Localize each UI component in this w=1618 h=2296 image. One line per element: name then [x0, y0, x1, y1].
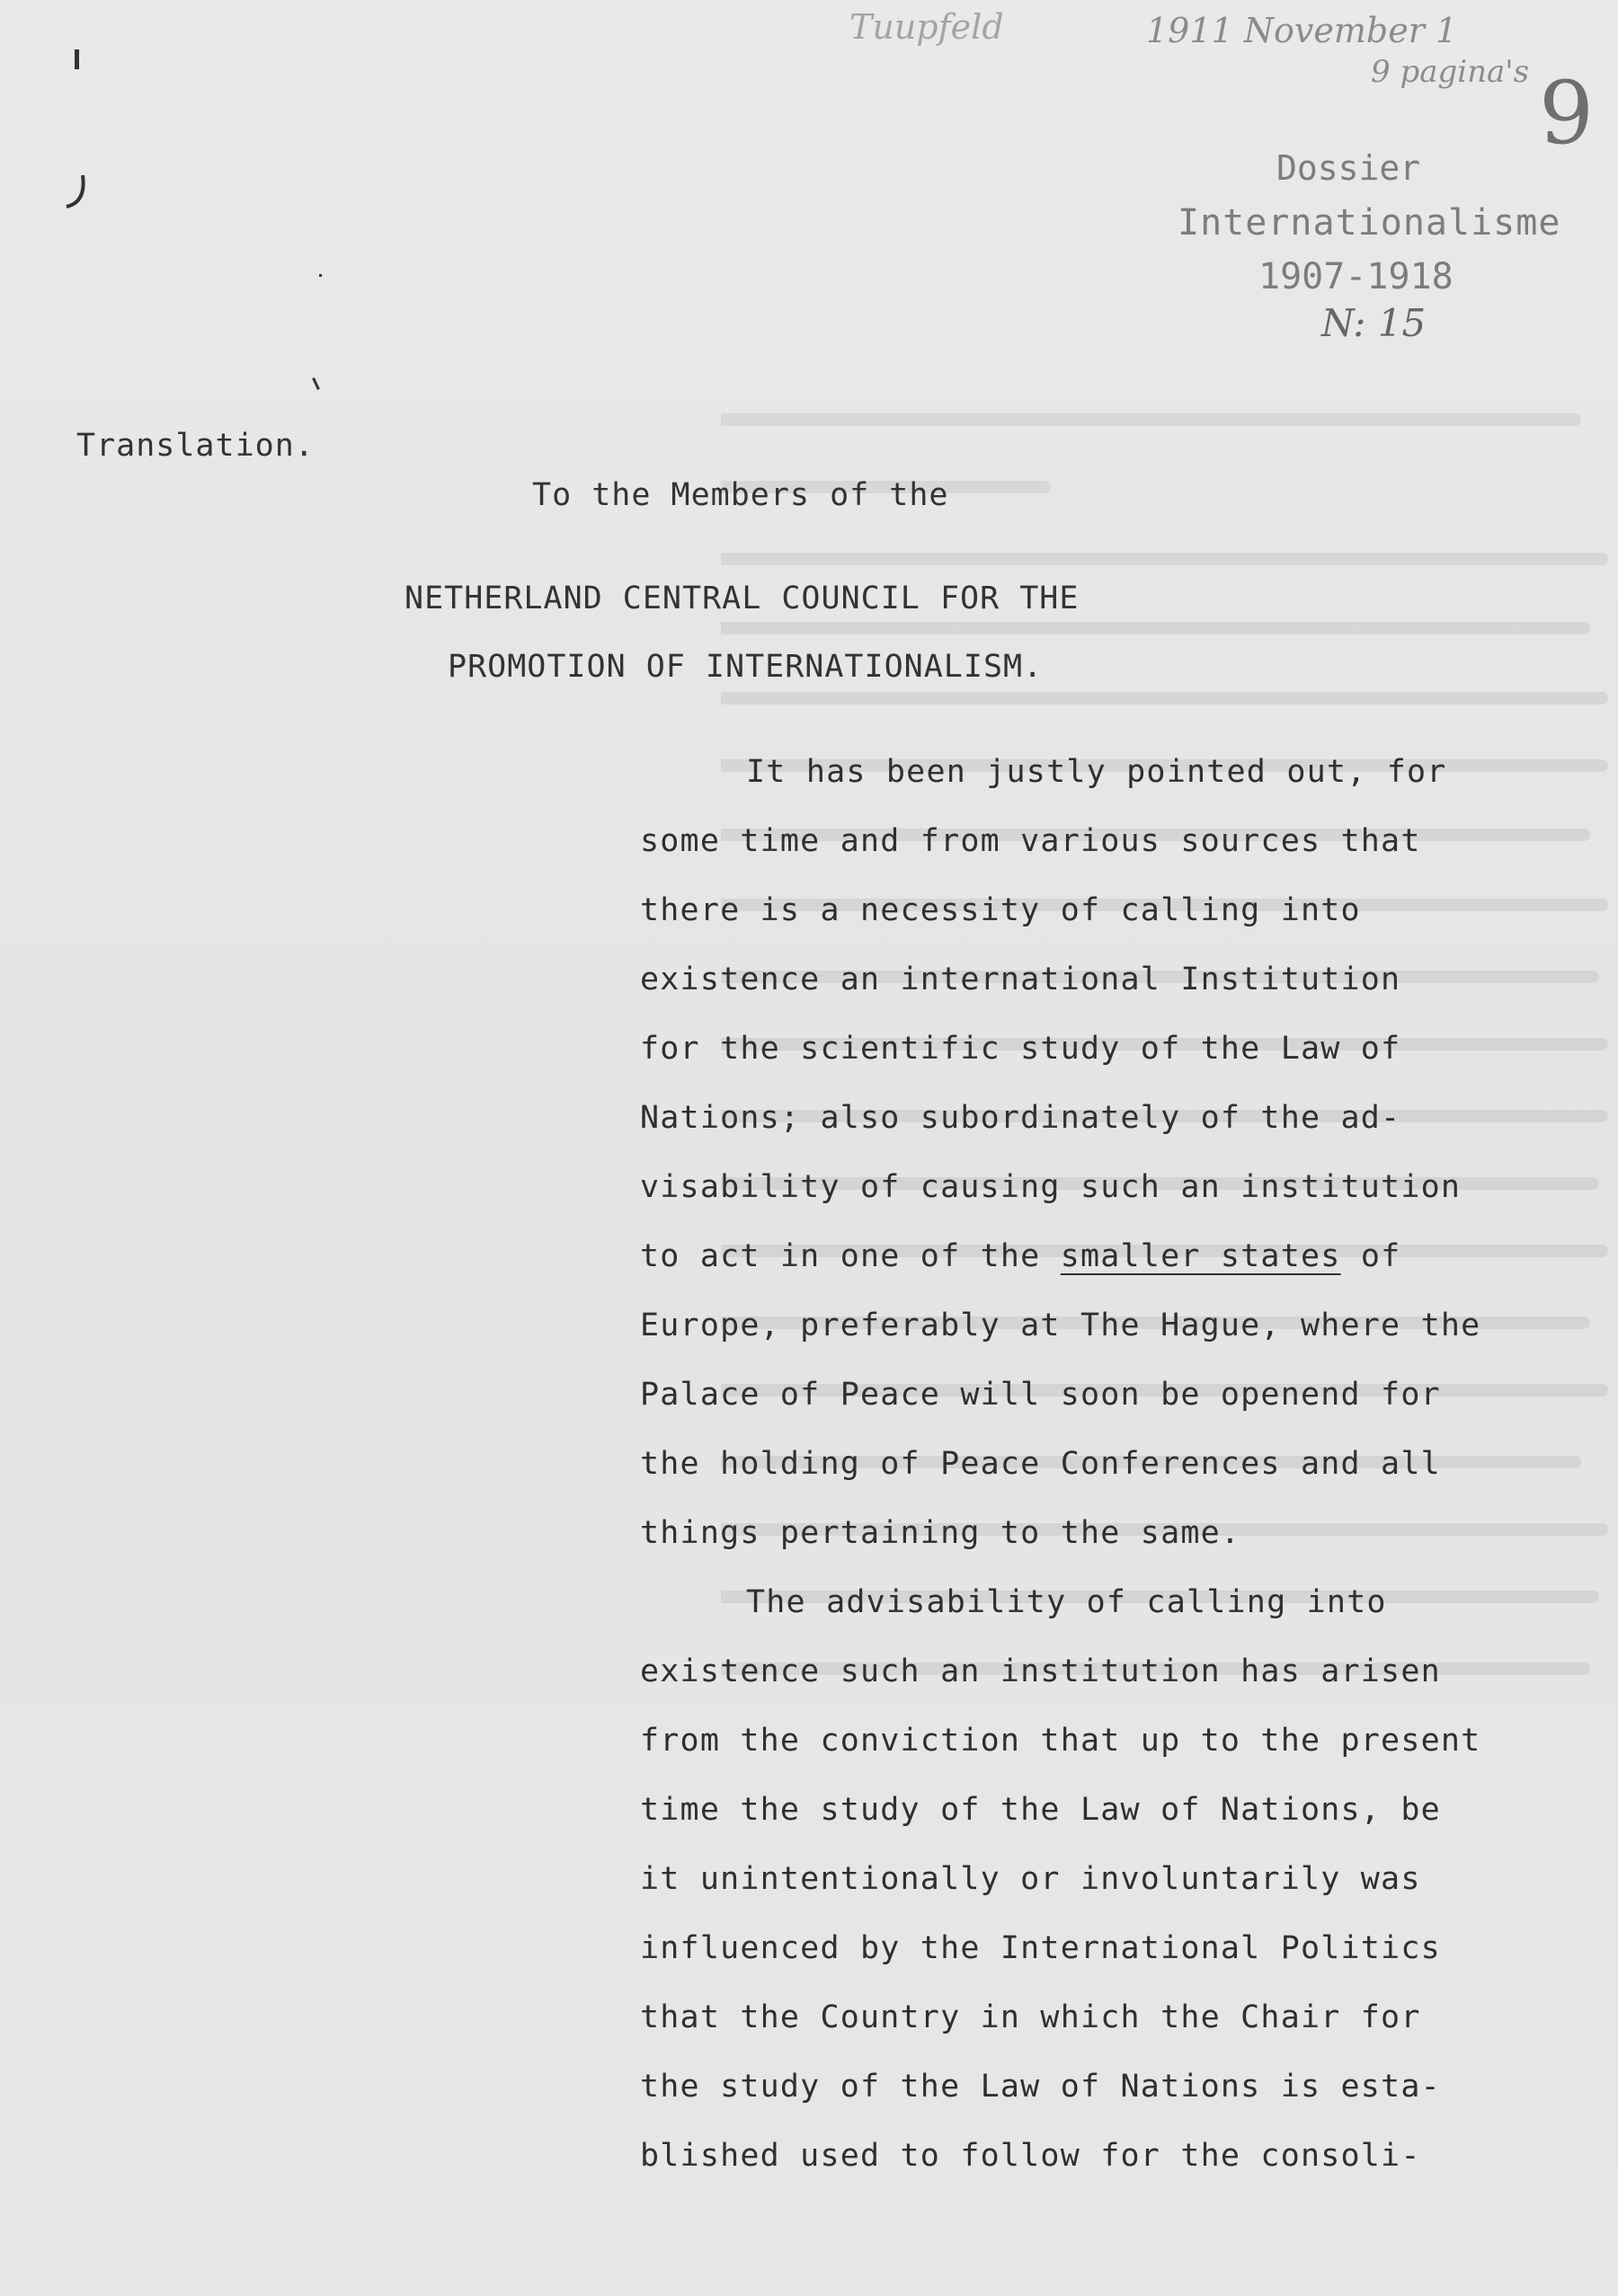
body-line: blished used to follow for the consoli- [640, 2138, 1421, 2174]
council-name-line1: NETHERLAND CENTRAL COUNCIL FOR THE [404, 581, 1080, 616]
body-line: it unintentionally or involuntarily was [640, 1861, 1421, 1897]
body-line: Palace of Peace will soon be openend for [640, 1377, 1441, 1413]
stamp-subject: Internationalisme [1178, 202, 1561, 244]
body-text-segment: of [1360, 1238, 1401, 1274]
margin-dot [319, 274, 322, 277]
body-line: Europe, preferably at The Hague, where the [640, 1308, 1481, 1343]
underlined-phrase: smaller states [1060, 1238, 1341, 1274]
council-name-line2: PROMOTION OF INTERNATIONALISM. [448, 649, 1044, 685]
handwritten-name: Tuupfeld [849, 7, 1004, 47]
body-line: some time and from various sources that [640, 823, 1421, 859]
margin-mark [75, 49, 79, 69]
body-line: It has been justly pointed out, for [746, 754, 1447, 790]
body-line: the holding of Peace Conferences and all [640, 1446, 1441, 1482]
margin-hook-mark [56, 171, 92, 216]
stamp-dossier: Dossier [1276, 148, 1421, 188]
body-line: existence such an institution has arisen [640, 1653, 1441, 1689]
body-line: visability of causing such an institution [640, 1169, 1462, 1205]
handwritten-date: 1911 November 1 [1146, 11, 1458, 50]
handwritten-pages: 9 pagina's [1371, 54, 1530, 90]
body-line [640, 1238, 1400, 1274]
salutation: To the Members of the [532, 477, 949, 513]
body-line: there is a necessity of calling into [640, 892, 1361, 928]
body-line: the study of the Law of Nations is esta- [640, 2069, 1441, 2105]
stamp-number: N: 15 [1321, 301, 1427, 345]
body-text-segment: to act in one of the [640, 1238, 1041, 1274]
body-line: Nations; also subordinately of the ad- [640, 1100, 1401, 1136]
body-line: from the conviction that up to the present [640, 1723, 1481, 1759]
handwritten-folio: 9 [1539, 63, 1595, 164]
body-line: that the Country in which the Chair for [640, 1999, 1421, 2035]
body-line: existence an international Institution [640, 962, 1401, 997]
margin-dot [312, 377, 320, 390]
body-line: The advisability of calling into [746, 1584, 1387, 1620]
translation-label: Translation. [76, 428, 315, 464]
body-line: time the study of the Law of Nations, be [640, 1792, 1441, 1828]
body-line: for the scientific study of the Law of [640, 1031, 1401, 1067]
body-line: influenced by the International Politics [640, 1930, 1441, 1966]
stamp-years: 1907-1918 [1258, 256, 1454, 297]
body-line: things pertaining to the same. [640, 1515, 1241, 1551]
